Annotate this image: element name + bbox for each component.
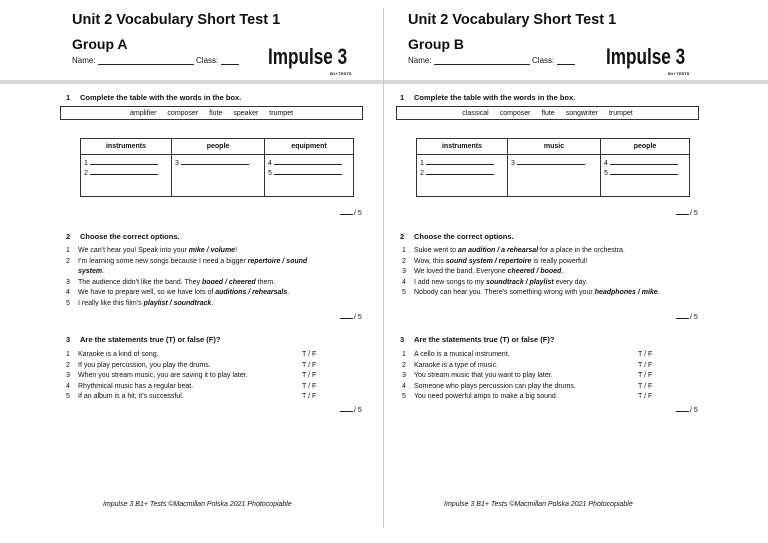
item-text: You need powerful amps to make a big sound. (414, 393, 558, 400)
word-box-item: composer (167, 109, 199, 117)
answer-blank[interactable] (84, 168, 169, 178)
item-number: 1 (402, 351, 406, 358)
q2-number: 2 (400, 232, 405, 241)
table-header: instruments (81, 139, 172, 155)
question-item (66, 361, 316, 372)
word-box-item: classical (462, 109, 489, 117)
table-cell (417, 155, 508, 197)
table-header: music (508, 139, 601, 155)
question-item (66, 392, 316, 403)
item-number: 1 (66, 247, 70, 254)
question-item (402, 350, 652, 361)
q1-number: 1 (66, 93, 71, 102)
score-text: / 5 (690, 407, 698, 414)
name-field[interactable] (98, 56, 194, 65)
table-cell (508, 155, 601, 197)
q1-score (676, 208, 698, 217)
answer-blank[interactable] (175, 158, 262, 168)
test-title: Unit 2 Vocabulary Short Test 1 (408, 12, 617, 28)
item-text[interactable]: I really like this film’s playlist / soundtrack. (78, 299, 214, 307)
item-number: 2 (66, 361, 70, 369)
word-box-item: trumpet (269, 109, 294, 117)
question-item (402, 361, 652, 372)
true-false-options[interactable]: T / F (302, 372, 317, 379)
blank-number: 2 (84, 170, 88, 177)
q2-heading (66, 232, 180, 241)
q3-items (402, 350, 652, 403)
q3-number: 3 (400, 335, 405, 344)
q3-instruction: Are the statements true (T) or false (F)? (414, 335, 555, 344)
group-label: Group A (72, 36, 128, 52)
word-box-item: amplifier (129, 109, 157, 117)
question-item (66, 350, 316, 361)
item-number: 2 (66, 257, 70, 265)
group-label: Group B (408, 36, 464, 52)
page-footer: Impulse 3 B1+ Tests ©Macmillan Polska 2021 Photocopiable (444, 501, 633, 508)
answer-blank[interactable] (604, 168, 687, 178)
true-false-options[interactable]: T / F (638, 372, 653, 379)
table-header: people (172, 139, 265, 155)
true-false-options[interactable]: T / F (302, 361, 317, 369)
q3-heading (400, 335, 554, 344)
question-item (402, 392, 652, 403)
item-number: 3 (66, 278, 70, 286)
item-text[interactable]: We loved the band. Everyone cheered / booed. (414, 268, 564, 275)
table-cell (265, 155, 354, 197)
true-false-options[interactable]: T / F (302, 393, 317, 400)
word-box (60, 106, 363, 120)
question-item (66, 371, 316, 382)
item-number: 4 (402, 382, 406, 390)
question-item (66, 257, 333, 278)
blank-number: 1 (84, 160, 88, 167)
true-false-options[interactable]: T / F (302, 351, 317, 358)
true-false-options[interactable]: T / F (638, 361, 653, 369)
score-text: / 5 (690, 314, 698, 321)
item-text[interactable]: We can’t hear you! Speak into your mike / volume! (78, 247, 238, 254)
word-box (396, 106, 699, 120)
item-text: Rhythmical music has a regular beat. (78, 382, 194, 390)
class-field[interactable] (557, 56, 575, 65)
item-number: 2 (402, 257, 406, 265)
word-box-item: composer (499, 109, 531, 117)
table-header: instruments (417, 139, 508, 155)
q2-items (66, 246, 333, 309)
vocabulary-table (80, 138, 354, 197)
question-item (402, 382, 652, 393)
item-number: 5 (402, 393, 406, 400)
question-item (402, 371, 652, 382)
item-text[interactable]: I add new songs to my soundtrack / playlist every day. (414, 278, 588, 286)
item-number: 3 (402, 372, 406, 379)
name-label: Name: (408, 56, 432, 65)
item-text: When you stream music, you are saving it to play later. (78, 372, 248, 379)
item-number: 1 (66, 351, 70, 358)
q3-instruction: Are the statements true (T) or false (F)? (80, 335, 221, 344)
word-box-item: flute (209, 109, 223, 117)
question-item (66, 288, 333, 299)
name-field[interactable] (434, 56, 530, 65)
table-cell (601, 155, 690, 197)
item-number: 5 (66, 393, 70, 400)
item-text: Karaoke is a kind of song. (78, 351, 159, 358)
q3-score (340, 405, 362, 414)
table-cell (81, 155, 172, 197)
blank-number: 2 (420, 170, 424, 177)
q1-score (340, 208, 362, 217)
item-number: 3 (66, 372, 70, 379)
class-label: Class: (532, 56, 555, 65)
q3-heading (66, 335, 220, 344)
item-text: Someone who plays percussion can play the drums. (414, 382, 576, 390)
table-cell (172, 155, 265, 197)
question-item (66, 246, 333, 257)
test-page-group-b (384, 0, 768, 543)
blank-number: 3 (511, 160, 515, 167)
q1-heading (66, 93, 241, 102)
name-class-line (408, 56, 575, 65)
logo-subtitle: B1+ TESTS (668, 71, 690, 76)
word-box-item: flute (541, 109, 555, 117)
word-box-item: songwriter (565, 109, 598, 117)
item-text[interactable]: I’m learning some new songs because I need a bigger repertoire / sound system. (78, 257, 308, 275)
q2-heading (400, 232, 514, 241)
class-field[interactable] (221, 56, 239, 65)
answer-blank[interactable] (420, 168, 505, 178)
impulse-logo: Impulse 3 (268, 44, 348, 69)
true-false-options[interactable]: T / F (302, 382, 317, 390)
question-item (402, 267, 669, 278)
item-number: 2 (402, 361, 406, 369)
table-header: people (601, 139, 690, 155)
item-number: 4 (66, 382, 70, 390)
impulse-logo: Impulse 3 (606, 44, 686, 69)
logo-subtitle: B1+ TESTS (330, 71, 352, 76)
table-header: equipment (265, 139, 354, 155)
item-number: 4 (66, 289, 70, 296)
question-item (402, 288, 669, 299)
item-text[interactable]: Nobody can hear you. There’s something wrong with your headphones / mike. (414, 289, 660, 296)
question-item (66, 382, 316, 393)
q2-items (402, 246, 669, 299)
blank-number: 5 (604, 170, 608, 177)
item-number: 3 (402, 268, 406, 275)
blank-number: 4 (604, 160, 608, 167)
item-text: If an album is a hit, it’s successful. (78, 393, 184, 400)
q3-number: 3 (66, 335, 71, 344)
word-box-item: trumpet (608, 109, 633, 117)
page-footer: Impulse 3 B1+ Tests ©Macmillan Polska 2021 Photocopiable (103, 501, 292, 508)
question-item (402, 257, 669, 268)
item-number: 4 (402, 278, 406, 286)
q2-number: 2 (66, 232, 71, 241)
item-number: 5 (402, 289, 406, 296)
name-class-line (72, 56, 239, 65)
score-text: / 5 (354, 407, 362, 414)
answer-blank[interactable] (511, 158, 598, 168)
item-number: 5 (66, 299, 70, 307)
true-false-options[interactable]: T / F (638, 351, 653, 358)
question-item (66, 299, 333, 310)
q2-score (676, 312, 698, 321)
answer-blank[interactable] (84, 158, 169, 168)
answer-blank[interactable] (268, 158, 351, 168)
answer-blank[interactable] (420, 158, 505, 168)
q3-items (66, 350, 316, 403)
word-box-item: speaker (233, 109, 259, 117)
vocabulary-table (416, 138, 690, 197)
score-text: / 5 (354, 314, 362, 321)
class-label: Class: (196, 56, 219, 65)
q1-number: 1 (400, 93, 405, 102)
blank-number: 5 (268, 170, 272, 177)
answer-blank[interactable] (268, 168, 351, 178)
true-false-options[interactable]: T / F (638, 393, 653, 400)
item-text[interactable]: The audience didn’t like the band. They booed / cheered them. (78, 278, 276, 286)
item-text: You stream music that you want to play later. (414, 372, 553, 379)
q1-heading (400, 93, 575, 102)
item-text[interactable]: We have to prepare well, so we have lots of auditions / rehearsals. (78, 289, 290, 296)
q3-score (676, 405, 698, 414)
question-item (402, 278, 669, 289)
blank-number: 3 (175, 160, 179, 167)
question-item (66, 278, 333, 289)
blank-number: 1 (420, 160, 424, 167)
q2-instruction: Choose the correct options. (80, 232, 180, 241)
q2-instruction: Choose the correct options. (414, 232, 514, 241)
score-text: / 5 (690, 210, 698, 217)
item-text: A cello is a musical instrument. (414, 351, 510, 358)
item-text[interactable]: Sukie went to an audition / a rehearsal for a place in the orchestra. (414, 247, 625, 254)
item-text: Karaoke is a type of music. (414, 361, 499, 369)
score-text: / 5 (354, 210, 362, 217)
q1-instruction: Complete the table with the words in the box. (80, 93, 242, 102)
true-false-options[interactable]: T / F (638, 382, 653, 390)
item-text: If you play percussion, you play the drums. (78, 361, 211, 369)
q1-instruction: Complete the table with the words in the box. (414, 93, 576, 102)
q2-score (340, 312, 362, 321)
question-item (402, 246, 669, 257)
item-number: 1 (402, 247, 406, 254)
blank-number: 4 (268, 160, 272, 167)
answer-blank[interactable] (604, 158, 687, 168)
test-title: Unit 2 Vocabulary Short Test 1 (72, 12, 281, 28)
item-text[interactable]: Wow, this sound system / repertoire is really powerful! (414, 257, 588, 265)
name-label: Name: (72, 56, 96, 65)
